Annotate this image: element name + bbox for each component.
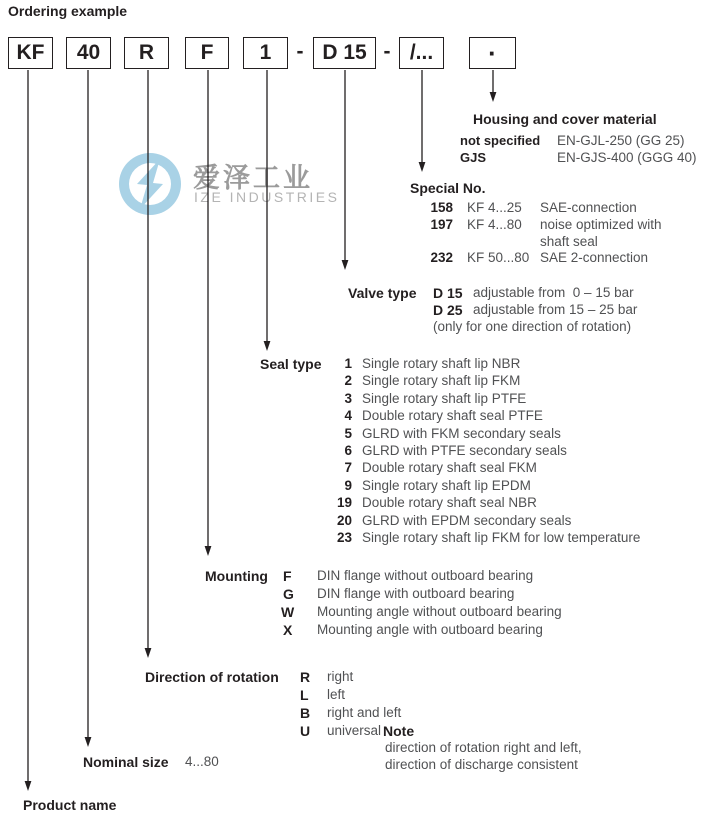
rotation-row-code: B xyxy=(300,705,311,721)
seal-row-desc: Double rotary shaft seal FKM xyxy=(362,460,537,475)
mounting-row-desc: Mounting angle with outboard bearing xyxy=(317,622,543,637)
watermark-en-text: IZE INDUSTRIES xyxy=(194,189,340,205)
seal-row-desc: GLRD with FKM secondary seals xyxy=(362,426,561,441)
mounting-row-desc: DIN flange with outboard bearing xyxy=(317,586,515,601)
seal-row-desc: Double rotary shaft seal PTFE xyxy=(362,408,543,423)
nominal-size-label: Nominal size xyxy=(83,754,169,770)
code-box-size: 40 xyxy=(66,37,111,69)
code-box-mounting: F xyxy=(185,37,229,69)
mounting-row-desc: Mounting angle without outboard bearing xyxy=(317,604,562,619)
seal-section-label: Seal type xyxy=(260,356,322,372)
special-row-range: KF 4...25 xyxy=(467,200,522,215)
special-row-desc: noise optimized with xyxy=(540,217,662,232)
rotation-section-label: Direction of rotation xyxy=(145,669,279,685)
special-row-desc: SAE 2-connection xyxy=(540,250,649,265)
special-row-no: 232 xyxy=(430,250,453,265)
special-row-no: 197 xyxy=(430,217,453,232)
special-row-desc: SAE-connection xyxy=(540,200,637,215)
housing-row-label: not specified xyxy=(460,133,541,148)
rotation-row-desc: universal xyxy=(327,723,382,738)
rotation-row-code: U xyxy=(300,723,311,739)
rotation-row-desc: right xyxy=(327,669,354,684)
mounting-row-code: W xyxy=(281,604,295,620)
seal-row-desc: Single rotary shaft lip EPDM xyxy=(362,478,531,493)
mounting-row-desc: DIN flange without outboard bearing xyxy=(317,568,534,583)
seal-row-desc: Single rotary shaft lip PTFE xyxy=(362,391,527,406)
rotation-note-label: Note xyxy=(383,723,415,739)
rotation-row-code: R xyxy=(300,669,311,685)
valve-row-desc: adjustable from 0 – 15 bar xyxy=(473,285,634,300)
code-box-valve: D 15 xyxy=(313,37,376,69)
seal-row-no: 23 xyxy=(336,530,352,545)
special-row-no: 158 xyxy=(430,200,453,215)
separator-dash-2: - xyxy=(383,40,391,63)
seal-row-no: 7 xyxy=(344,460,352,475)
seal-row-desc: Double rotary shaft seal NBR xyxy=(362,495,537,510)
rotation-note-line: direction of discharge consistent xyxy=(385,757,578,772)
seal-row-no: 6 xyxy=(344,443,352,458)
rotation-row-desc: left xyxy=(327,687,346,702)
seal-row-no: 4 xyxy=(344,408,352,423)
seal-row-no: 5 xyxy=(344,426,352,441)
housing-row-value: EN-GJS-400 (GGG 40) xyxy=(557,150,697,165)
housing-row-label: GJS xyxy=(460,150,487,165)
code-box-seal: 1 xyxy=(243,37,288,69)
seal-row-no: 9 xyxy=(344,478,352,493)
code-box-special: /... xyxy=(399,37,444,69)
seal-row-no: 3 xyxy=(344,391,352,406)
mounting-row-code: G xyxy=(283,586,294,602)
seal-row-desc: Single rotary shaft lip FKM for low temperature xyxy=(362,530,641,545)
seal-row-no: 1 xyxy=(344,356,352,371)
rotation-note-line: direction of rotation right and left, xyxy=(385,740,582,755)
nominal-size-value: 4...80 xyxy=(185,754,219,769)
valve-row-desc: adjustable from 15 – 25 bar xyxy=(473,302,638,317)
code-box-material-dot: · xyxy=(469,37,516,69)
housing-section-title: Housing and cover material xyxy=(473,111,657,127)
seal-row-no: 20 xyxy=(336,513,352,528)
code-box-rotation: R xyxy=(124,37,169,69)
rotation-row-desc: right and left xyxy=(327,705,402,720)
special-row-range: KF 50...80 xyxy=(467,250,530,265)
valve-note: (only for one direction of rotation) xyxy=(433,319,632,334)
code-box-product: KF xyxy=(8,37,53,69)
seal-row-desc: GLRD with PTFE secondary seals xyxy=(362,443,567,458)
seal-row-no: 2 xyxy=(344,373,352,388)
watermark-cn-text: 爱泽工业 xyxy=(193,163,313,193)
product-name-label: Product name xyxy=(23,797,117,813)
special-row-range: KF 4...80 xyxy=(467,217,522,232)
mounting-section-label: Mounting xyxy=(205,568,268,584)
valve-row-code: D 15 xyxy=(433,285,463,301)
special-row-desc-cont: shaft seal xyxy=(540,234,598,249)
valve-section-label: Valve type xyxy=(348,285,417,301)
separator-dash-1: - xyxy=(296,40,304,63)
housing-row-value: EN-GJL-250 (GG 25) xyxy=(557,133,685,148)
seal-row-desc: GLRD with EPDM secondary seals xyxy=(362,513,572,528)
seal-row-desc: Single rotary shaft lip NBR xyxy=(362,356,521,371)
mounting-row-code: F xyxy=(283,568,292,584)
rotation-row-code: L xyxy=(300,687,309,703)
special-section-title: Special No. xyxy=(410,180,486,196)
seal-row-no: 19 xyxy=(336,495,352,510)
page-title: Ordering example xyxy=(8,3,128,19)
valve-row-code: D 25 xyxy=(433,302,463,318)
seal-row-desc: Single rotary shaft lip FKM xyxy=(362,373,521,388)
mounting-row-code: X xyxy=(283,622,293,638)
